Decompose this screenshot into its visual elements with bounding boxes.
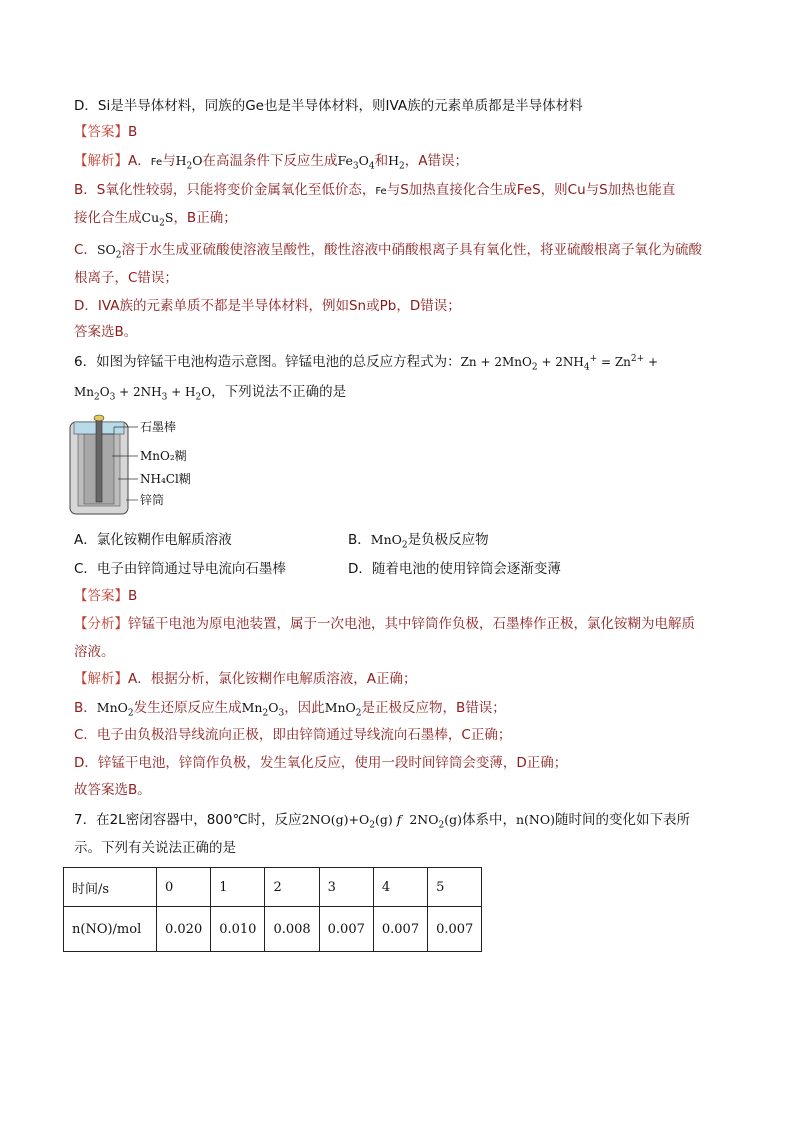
- analysis-d-text: D．IVA族的元素单质不都是半导体材料，例如Sn或Pb，D错误；: [74, 298, 461, 314]
- option-6a: [74, 530, 232, 550]
- table-head-nno: n(NO)/mol: [64, 907, 157, 952]
- analysis-b-text4: ，B正确；: [173, 210, 237, 226]
- answer-6: [74, 586, 137, 606]
- reaction-equation-part1: $Zn + 2MnO_2 + 2NH_4^+ = Zn^{2+}$ +: [460, 354, 659, 373]
- table-row: [64, 868, 482, 907]
- table-head-time: 时间/s: [64, 868, 157, 907]
- analysis-a-text1: 与: [162, 153, 176, 169]
- analysis-c-prev: [74, 240, 702, 260]
- analysis-b-text3: 接化合生成: [74, 210, 142, 226]
- jiexi-b-text1: 发生还原反应生成: [133, 700, 242, 716]
- table-cell: 0.007: [428, 907, 482, 952]
- table-cell: 1: [211, 868, 265, 907]
- option-6b-text: 是负极反应物: [407, 532, 489, 548]
- table-cell: 0.020: [157, 907, 211, 952]
- analysis-a-text3: 和: [374, 153, 389, 169]
- jiexi-a-text: A．根据分析，氯化铵糊作电解质溶液，A正确；: [128, 671, 417, 687]
- table-cell: 0.007: [373, 907, 427, 952]
- fenxi-tag: 【分析】: [74, 616, 128, 632]
- jiexi-d-text: D．锌锰干电池，锌筒作负极，发生氧化反应，使用一段时间锌筒会变薄，D正确；: [74, 755, 568, 771]
- fenxi-text1: 锌锰干电池为原电池装置，属于一次电池，其中锌筒作负极，石墨棒作正极，氯化铵糊为电解质: [128, 616, 695, 632]
- mn2o3-formula: $Mn_2O_3$: [241, 700, 285, 719]
- question-6-text: 6．如图为锌锰干电池构造示意图。锌锰电池的总反应方程式为：: [74, 354, 461, 370]
- h2o-formula: $H_2O$: [175, 153, 203, 172]
- label-mno2: MnO₂糊: [140, 449, 187, 463]
- battery-diagram: [66, 412, 206, 520]
- cu2s-formula: $Cu_2S$: [141, 210, 174, 229]
- jiexi-6-b: [74, 698, 506, 718]
- option-d-text: D．Si是半导体材料，同族的Ge也是半导体材料，则IVA族的元素单质都是半导体材料: [74, 98, 583, 114]
- analysis-b-prev-cont: [74, 208, 237, 228]
- jiexi-b-text2: ，因此: [284, 700, 325, 716]
- final-answer-6: [74, 780, 151, 800]
- table-cell: 3: [319, 868, 373, 907]
- graphite-rod: [96, 418, 102, 502]
- question-6: [74, 352, 658, 372]
- option-6b: [348, 530, 489, 550]
- jiexi-6-d: [74, 753, 567, 773]
- answer-line-prev: [74, 122, 137, 142]
- analysis-c-text2: 根离子，C错误；: [74, 270, 178, 286]
- label-nh4cl: NH₄Cl糊: [140, 472, 191, 486]
- table-cell: 0: [157, 868, 211, 907]
- fe-symbol: Fe: [150, 157, 163, 168]
- analysis-tag: 【解析】: [74, 153, 128, 169]
- table-cell: 0.008: [265, 907, 319, 952]
- mno2-formula-2: MnO$_2$: [96, 700, 134, 719]
- reaction-equation-part2: $Mn_2O_3 + 2NH_3 + H_2O$: [74, 385, 212, 403]
- reaction-7: $2NO(g)+O_2(g)$ f $2NO_2(g)$: [301, 812, 462, 831]
- fenxi-text2: 溶液。: [74, 644, 115, 660]
- final-answer-prev: [74, 322, 137, 342]
- table-row: [64, 907, 482, 952]
- option-6c: [74, 559, 286, 579]
- analysis-c-prev-cont: [74, 268, 178, 288]
- jiexi-tag: 【解析】: [74, 671, 128, 687]
- option-6b-label: B．: [348, 532, 371, 548]
- final-answer-text: 答案选B。: [74, 324, 138, 340]
- jiexi-b-text3: 是正极反应物，B错误；: [361, 700, 506, 716]
- jiexi-c-text: C．电子由负极沿导线流向正极，即由锌筒通过导线流向石墨棒，C正确；: [74, 727, 512, 743]
- so2-formula: $SO_2$: [96, 242, 122, 261]
- option-6a-text: A．氯化铵糊作电解质溶液: [74, 532, 232, 548]
- analysis-c-text: 溶于水生成亚硫酸使溶液呈酸性，酸性溶液中硝酸根离子具有氧化性，将亚硫酸根离子氧化为硫酸: [121, 242, 702, 258]
- option-6d-text: D．随着电池的使用锌筒会逐渐变薄: [348, 561, 561, 577]
- table-cell: 0.010: [211, 907, 265, 952]
- answer-6-value: B: [128, 588, 138, 604]
- table-cell: 0.007: [319, 907, 373, 952]
- answer-tag: 【答案】: [74, 124, 128, 140]
- question-7-text1: 7．在2L密闭容器中，800℃时，反应: [74, 812, 302, 828]
- mno2-formula: MnO$_2$: [370, 532, 408, 551]
- analysis-d-prev: [74, 296, 461, 316]
- table-cell: 2: [265, 868, 319, 907]
- table-cell: 4: [373, 868, 427, 907]
- jiexi-6-c: [74, 725, 511, 745]
- question-7-text4: 示。下列有关说法正确的是: [74, 840, 236, 856]
- battery-svg: [66, 412, 206, 520]
- question-7-text2: 体系中，: [461, 812, 516, 828]
- question-7: [74, 810, 690, 830]
- option-6d: [348, 559, 561, 579]
- analysis-a-label: A．: [128, 153, 151, 169]
- label-zinc: 锌筒: [140, 493, 165, 507]
- analysis-b-text2: 与S加热直接化合生成FeS，则Cu与S加热也能直: [386, 182, 676, 198]
- jiexi-6-a: [74, 669, 416, 689]
- question-7-cont: [74, 838, 236, 858]
- answer-6-tag: 【答案】: [74, 588, 128, 604]
- table-cell: 5: [428, 868, 482, 907]
- jiexi-b-label: B．: [74, 700, 97, 716]
- fe-symbol-2: Fe: [375, 186, 387, 197]
- question-6-cont: [74, 382, 346, 402]
- h2-formula: $H_2$: [388, 153, 405, 172]
- question-6-text2: ，下列说法不正确的是: [211, 384, 347, 400]
- rod-cap: [94, 415, 104, 421]
- mno2-formula-3: MnO$_2$: [324, 700, 362, 719]
- fenxi-6-cont: [74, 642, 115, 662]
- fe3o4-formula: $Fe_3O_4$: [337, 153, 375, 172]
- analysis-c-label: C．: [74, 242, 97, 258]
- analysis-a-prev: [74, 151, 468, 173]
- option-6c-text: C．电子由锌筒通过导电流向石墨棒: [74, 561, 286, 577]
- fenxi-6: [74, 614, 695, 634]
- final-answer-6-text: 故答案选B。: [74, 782, 151, 798]
- label-graphite: 石墨棒: [140, 420, 177, 434]
- no-time-table: [63, 867, 482, 952]
- analysis-a-text2: 在高温条件下反应生成: [202, 153, 338, 169]
- answer-value: B: [128, 124, 138, 140]
- n-no-expr: n(NO): [515, 812, 555, 827]
- analysis-b-prev: [74, 180, 675, 202]
- analysis-b-text1: B．S氧化性较弱，只能将变价金属氧化至低价态，: [74, 182, 376, 198]
- analysis-a-text4: ，A错误；: [404, 153, 468, 169]
- question-7-text3: 随时间的变化如下表所: [554, 812, 690, 828]
- option-d-prev: [74, 96, 583, 116]
